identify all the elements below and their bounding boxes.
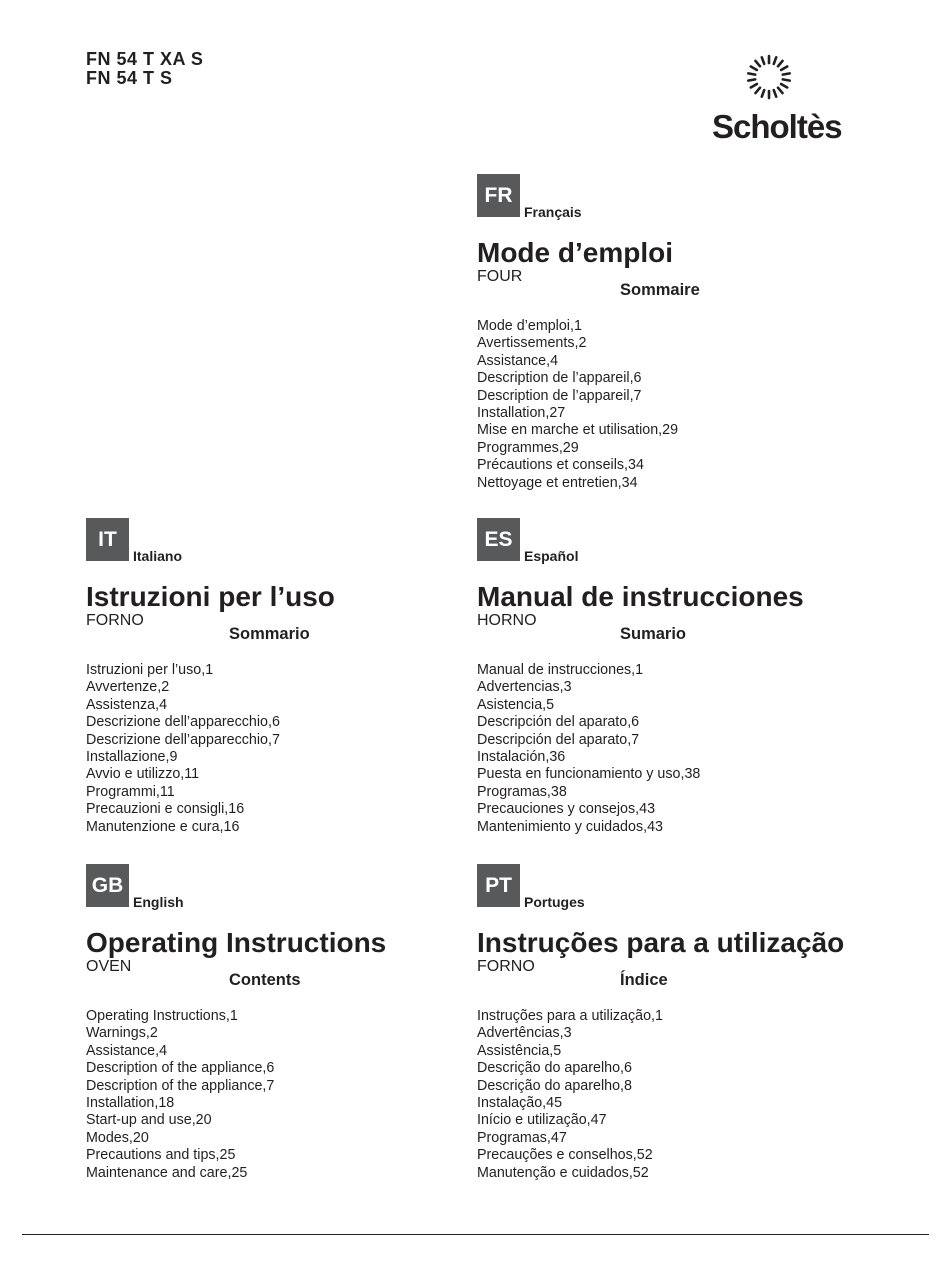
toc-item: Description de l’appareil,6 [477,370,642,387]
language-name: Español [524,548,579,564]
model-number: FN 54 T S [86,68,173,88]
toc-item: Precauciones y consejos,43 [477,801,656,818]
toc-item: Maintenance and care,25 [86,1164,248,1181]
toc-item: Installazione,9 [86,749,178,766]
toc-item: Instalação,45 [477,1095,563,1112]
product-name: HORNO [477,612,537,629]
toc-item: Descrizione dell’apparecchio,7 [86,731,280,748]
toc-item: Precautions and tips,25 [86,1147,236,1164]
toc-item: Descrizione dell’apparecchio,6 [86,714,280,731]
manual-title: Manual de instrucciones [477,581,804,612]
toc-item: Mode d’emploi,1 [477,318,582,334]
toc-item: Description de l’appareil,7 [477,387,642,404]
toc-item: Précautions et conseils,34 [477,457,644,474]
toc-item: Instalación,36 [477,749,566,766]
section-es [477,518,877,836]
language-code-badge: IT [86,518,129,561]
toc-item: Assistance,4 [86,1042,168,1059]
product-name: FOUR [477,268,523,285]
toc-item: Programas,38 [477,783,567,800]
section-pt [477,864,877,1182]
toc-item: Descrição do aparelho,6 [477,1060,632,1077]
model-numbers [86,50,203,88]
toc-item: Precauções e conselhos,52 [477,1147,653,1164]
toc-item: Asistencia,5 [477,696,555,713]
contents-heading: Sommaire [620,281,700,299]
section-fr [477,174,877,492]
table-of-contents [477,318,877,492]
language-name: Portuges [524,894,585,910]
toc-item: Operating Instructions,1 [86,1008,238,1024]
language-code-badge: ES [477,518,520,561]
toc-item: Nettoyage et entretien,34 [477,474,638,491]
table-of-contents [477,662,877,836]
contents-heading: Índice [620,971,668,989]
contents-heading: Sommario [229,625,310,643]
toc-item: Mise en marche et utilisation,29 [477,422,679,439]
language-name: Italiano [133,548,183,564]
toc-item: Assistance,4 [477,352,559,369]
product-name: FORNO [86,612,144,629]
manual-title: Mode d’emploi [477,237,673,268]
toc-item: Manutenzione e cura,16 [86,818,240,835]
toc-item: Assistenza,4 [86,696,168,713]
toc-item: Descripción del aparato,7 [477,731,640,748]
toc-item: Assistência,5 [477,1042,562,1059]
brand-name: Scholtès [712,108,842,145]
toc-item: Manual de instrucciones,1 [477,662,644,678]
toc-item: Programmi,11 [86,783,175,800]
toc-item: Início e utilização,47 [477,1112,607,1129]
toc-item: Manutenção e cuidados,52 [477,1164,649,1181]
toc-item: Avvertenze,2 [86,679,170,696]
section-gb [86,864,486,1182]
toc-item: Mantenimiento y cuidados,43 [477,818,663,835]
toc-item: Descripción del aparato,6 [477,714,640,731]
toc-item: Modes,20 [86,1129,149,1146]
toc-item: Instruções para a utilização,1 [477,1008,663,1024]
toc-item: Description of the appliance,6 [86,1060,275,1077]
toc-item: Avertissements,2 [477,335,587,352]
footer-divider [22,1234,929,1235]
toc-item: Advertencias,3 [477,679,572,696]
language-name: Français [524,204,582,220]
toc-item: Warnings,2 [86,1025,158,1042]
brand-logo [712,52,852,152]
table-of-contents [86,662,486,836]
toc-item: Programas,47 [477,1129,567,1146]
toc-item: Description of the appliance,7 [86,1077,275,1094]
toc-item: Advertências,3 [477,1025,572,1042]
manual-title: Istruzioni per l’uso [86,581,335,612]
manual-title: Instruções para a utilização [477,927,845,958]
toc-item: Avvio e utilizzo,11 [86,766,200,783]
contents-heading: Contents [229,971,301,989]
contents-heading: Sumario [620,625,687,643]
sun-burst-icon [744,52,794,102]
product-name: OVEN [86,958,132,975]
model-number: FN 54 T XA S [86,49,204,69]
manual-title: Operating Instructions [86,927,387,958]
toc-item: Installation,27 [477,405,566,422]
table-of-contents [477,1008,877,1182]
language-code-badge: GB [86,864,129,907]
toc-item: Precauzioni e consigli,16 [86,801,245,818]
language-name: English [133,894,184,910]
table-of-contents [86,1008,486,1182]
toc-item: Descrição do aparelho,8 [477,1077,632,1094]
section-it [86,518,486,836]
toc-item: Installation,18 [86,1095,175,1112]
language-code-badge: PT [477,864,520,907]
toc-item: Istruzioni per l’uso,1 [86,662,214,678]
toc-item: Programmes,29 [477,439,579,456]
toc-item: Start-up and use,20 [86,1112,212,1129]
language-code-badge: FR [477,174,520,217]
toc-item: Puesta en funcionamiento y uso,38 [477,766,701,783]
product-name: FORNO [477,958,535,975]
